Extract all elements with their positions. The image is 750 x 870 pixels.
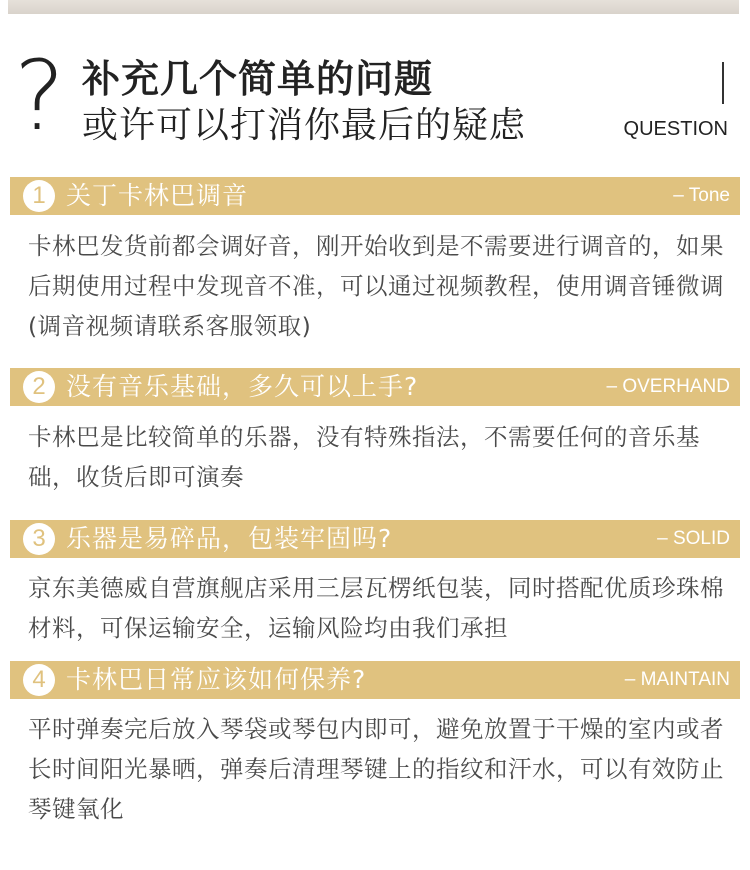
number-badge: 4 — [23, 664, 55, 696]
faq-answer: 平时弹奏完后放入琴袋或琴包内即可，避免放置于干燥的室内或者长时间阳光暴晒，弹奏后清理琴键上的指纹和汗水，可以有效防止琴键氧化 — [28, 715, 724, 823]
question-tag: QUESTION — [623, 118, 728, 140]
faq-english-tag: – OVERHAND — [606, 376, 730, 397]
faq-question: 乐器是易碎品，包装牢固吗? — [66, 524, 393, 553]
faq-question-bar — [10, 368, 740, 406]
question-mark-icon: ? — [14, 40, 65, 152]
faq-question-bar — [10, 177, 740, 215]
faq-answer: 卡林巴是比较简单的乐器，没有特殊指法，不需要任何的音乐基础，收货后即可演奏 — [28, 423, 700, 491]
number-badge: 2 — [23, 371, 55, 403]
number-badge: 3 — [23, 523, 55, 555]
faq-question: 关丁卡林巴调音 — [66, 181, 249, 210]
section-subtitle: 或许可以打消你最后的疑虑 — [82, 105, 527, 146]
faq-question-bar — [10, 661, 740, 699]
top-image-strip — [8, 0, 739, 14]
faq-english-tag: – SOLID — [657, 528, 730, 549]
faq-english-tag: – MAINTAIN — [624, 669, 730, 690]
faq-answer: 卡林巴发货前都会调好音，刚开始收到是不需要进行调音的，如果后期使用过程中发现音不准，可以通过视频教程，使用调音锤微调(调音视频请联系客服领取) — [28, 232, 724, 340]
faq-question: 没有音乐基础，多久可以上手? — [66, 372, 419, 401]
number-badge: 1 — [23, 180, 55, 212]
faq-answer: 京东美德威自营旗舰店采用三层瓦楞纸包装，同时搭配优质珍珠棉材料，可保运输安全，运输风险均由我们承担 — [28, 574, 724, 642]
divider — [722, 62, 724, 104]
section-title: 补充几个简单的问题 — [82, 57, 434, 101]
faq-question: 卡林巴日常应该如何保养? — [66, 665, 367, 694]
faq-english-tag: – Tone — [673, 185, 730, 206]
faq-question-bar — [10, 520, 740, 558]
